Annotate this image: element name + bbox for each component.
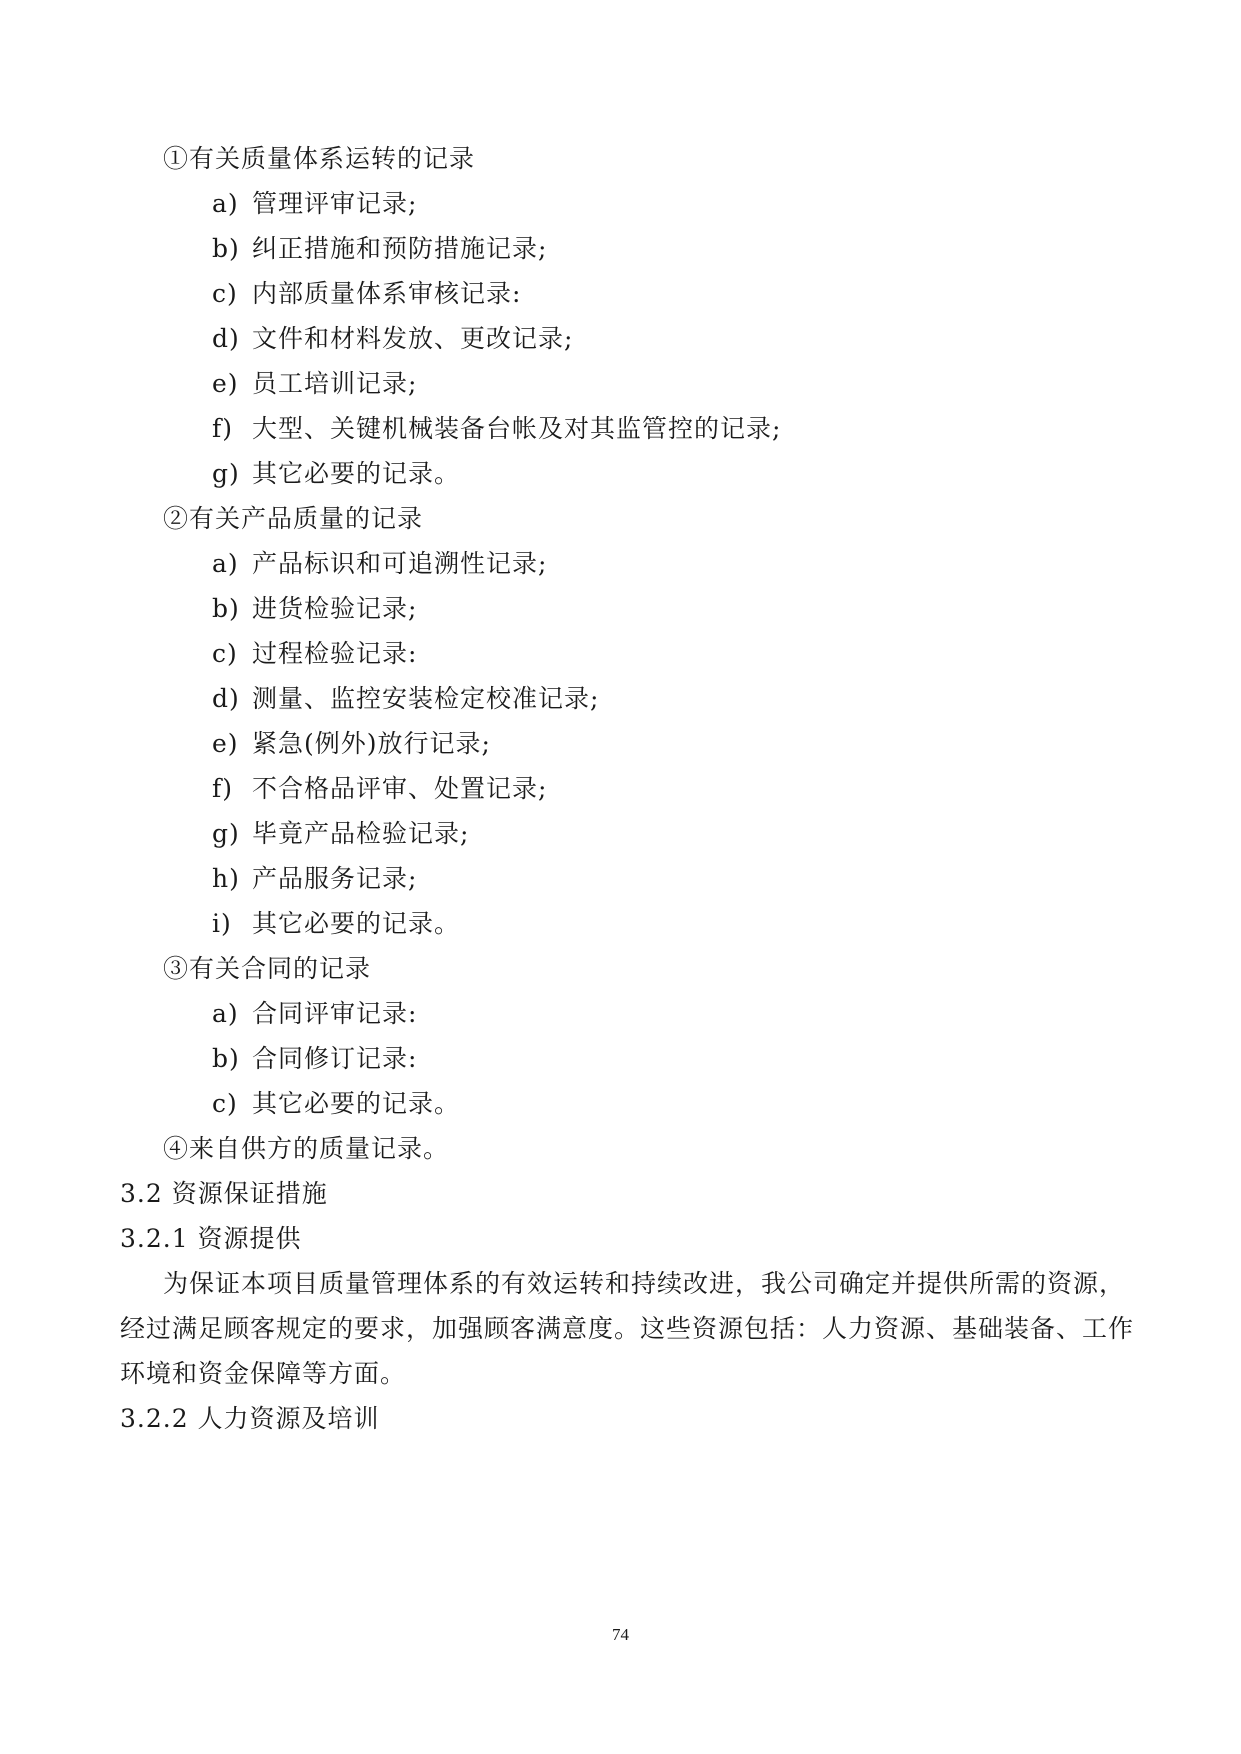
list-marker: e) — [212, 729, 239, 758]
list-item — [212, 817, 469, 851]
section-heading-3-2: 3.2 资源保证措施 — [120, 1179, 328, 1208]
list-item — [212, 862, 417, 896]
list-item-text: 员工培训记录; — [252, 369, 418, 398]
list-item-text: 不合格品评审、处置记录; — [252, 774, 548, 803]
list-item — [212, 592, 417, 626]
list-item — [212, 232, 547, 266]
list-item-text: 产品标识和可追溯性记录; — [252, 549, 548, 578]
list-item-text: 产品服务记录; — [252, 864, 418, 893]
page-number: 74 — [612, 1625, 629, 1644]
section-heading-3-2-2: 3.2.2 人力资源及培训 — [120, 1404, 380, 1433]
list-item-text: 其它必要的记录。 — [252, 1089, 461, 1118]
list-item-text: 进货检验记录; — [252, 594, 418, 623]
group-heading: ②有关产品质量的记录 — [163, 504, 424, 533]
list-item — [212, 997, 417, 1031]
list-marker: a) — [212, 189, 239, 218]
list-item-text: 大型、关键机械装备台帐及对其监管控的记录; — [252, 414, 782, 443]
list-item — [212, 907, 460, 941]
list-item — [212, 187, 417, 221]
list-item — [212, 682, 599, 716]
section-heading-3-2-1: 3.2.1 资源提供 — [120, 1224, 302, 1253]
list-item — [212, 322, 573, 356]
list-marker: c) — [212, 639, 238, 668]
list-marker: b) — [212, 594, 240, 623]
list-marker: e) — [212, 369, 239, 398]
list-marker: d) — [212, 324, 240, 353]
list-item-text: 纠正措施和预防措施记录; — [252, 234, 548, 263]
paragraph-line: 为保证本项目质量管理体系的有效运转和持续改进，我公司确定并提供所需的资源， — [163, 1269, 1126, 1298]
list-item — [212, 367, 417, 401]
list-item-text: 合同评审记录: — [252, 999, 418, 1028]
list-item — [212, 772, 547, 806]
list-item — [212, 637, 417, 671]
list-item — [212, 547, 547, 581]
list-marker: f) — [212, 414, 234, 443]
list-item-text: 紧急(例外)放行记录; — [252, 729, 491, 758]
group-heading: ③有关合同的记录 — [163, 954, 372, 983]
list-marker: a) — [212, 999, 239, 1028]
list-marker: c) — [212, 1089, 238, 1118]
list-marker: a) — [212, 549, 239, 578]
list-item — [212, 1087, 460, 1121]
list-marker: i) — [212, 909, 232, 938]
list-item-text: 其它必要的记录。 — [252, 909, 461, 938]
group-heading: ①有关质量体系运转的记录 — [163, 144, 476, 173]
list-item-text: 内部质量体系审核记录: — [252, 279, 522, 308]
paragraph-line: 经过满足顾客规定的要求，加强顾客满意度。这些资源包括：人力资源、基础装备、工作 — [120, 1314, 1135, 1343]
list-item — [212, 277, 521, 311]
list-marker: f) — [212, 774, 234, 803]
list-marker: c) — [212, 279, 238, 308]
list-item-text: 文件和材料发放、更改记录; — [252, 324, 574, 353]
group-heading: ④来自供方的质量记录。 — [163, 1134, 450, 1163]
list-marker: b) — [212, 234, 240, 263]
list-item-text: 管理评审记录; — [252, 189, 418, 218]
list-item-text: 过程检验记录: — [252, 639, 418, 668]
list-item-text: 合同修订记录: — [252, 1044, 418, 1073]
list-marker: h) — [212, 864, 240, 893]
list-marker: b) — [212, 1044, 240, 1073]
list-item — [212, 457, 460, 491]
paragraph-line: 环境和资金保障等方面。 — [120, 1359, 407, 1388]
list-item — [212, 727, 491, 761]
list-item-text: 毕竟产品检验记录; — [252, 819, 470, 848]
list-marker: g) — [212, 459, 240, 488]
list-item-text: 测量、监控安装检定校准记录; — [252, 684, 600, 713]
list-item — [212, 412, 781, 446]
list-marker: g) — [212, 819, 240, 848]
list-item-text: 其它必要的记录。 — [252, 459, 461, 488]
list-marker: d) — [212, 684, 240, 713]
list-item — [212, 1042, 417, 1076]
